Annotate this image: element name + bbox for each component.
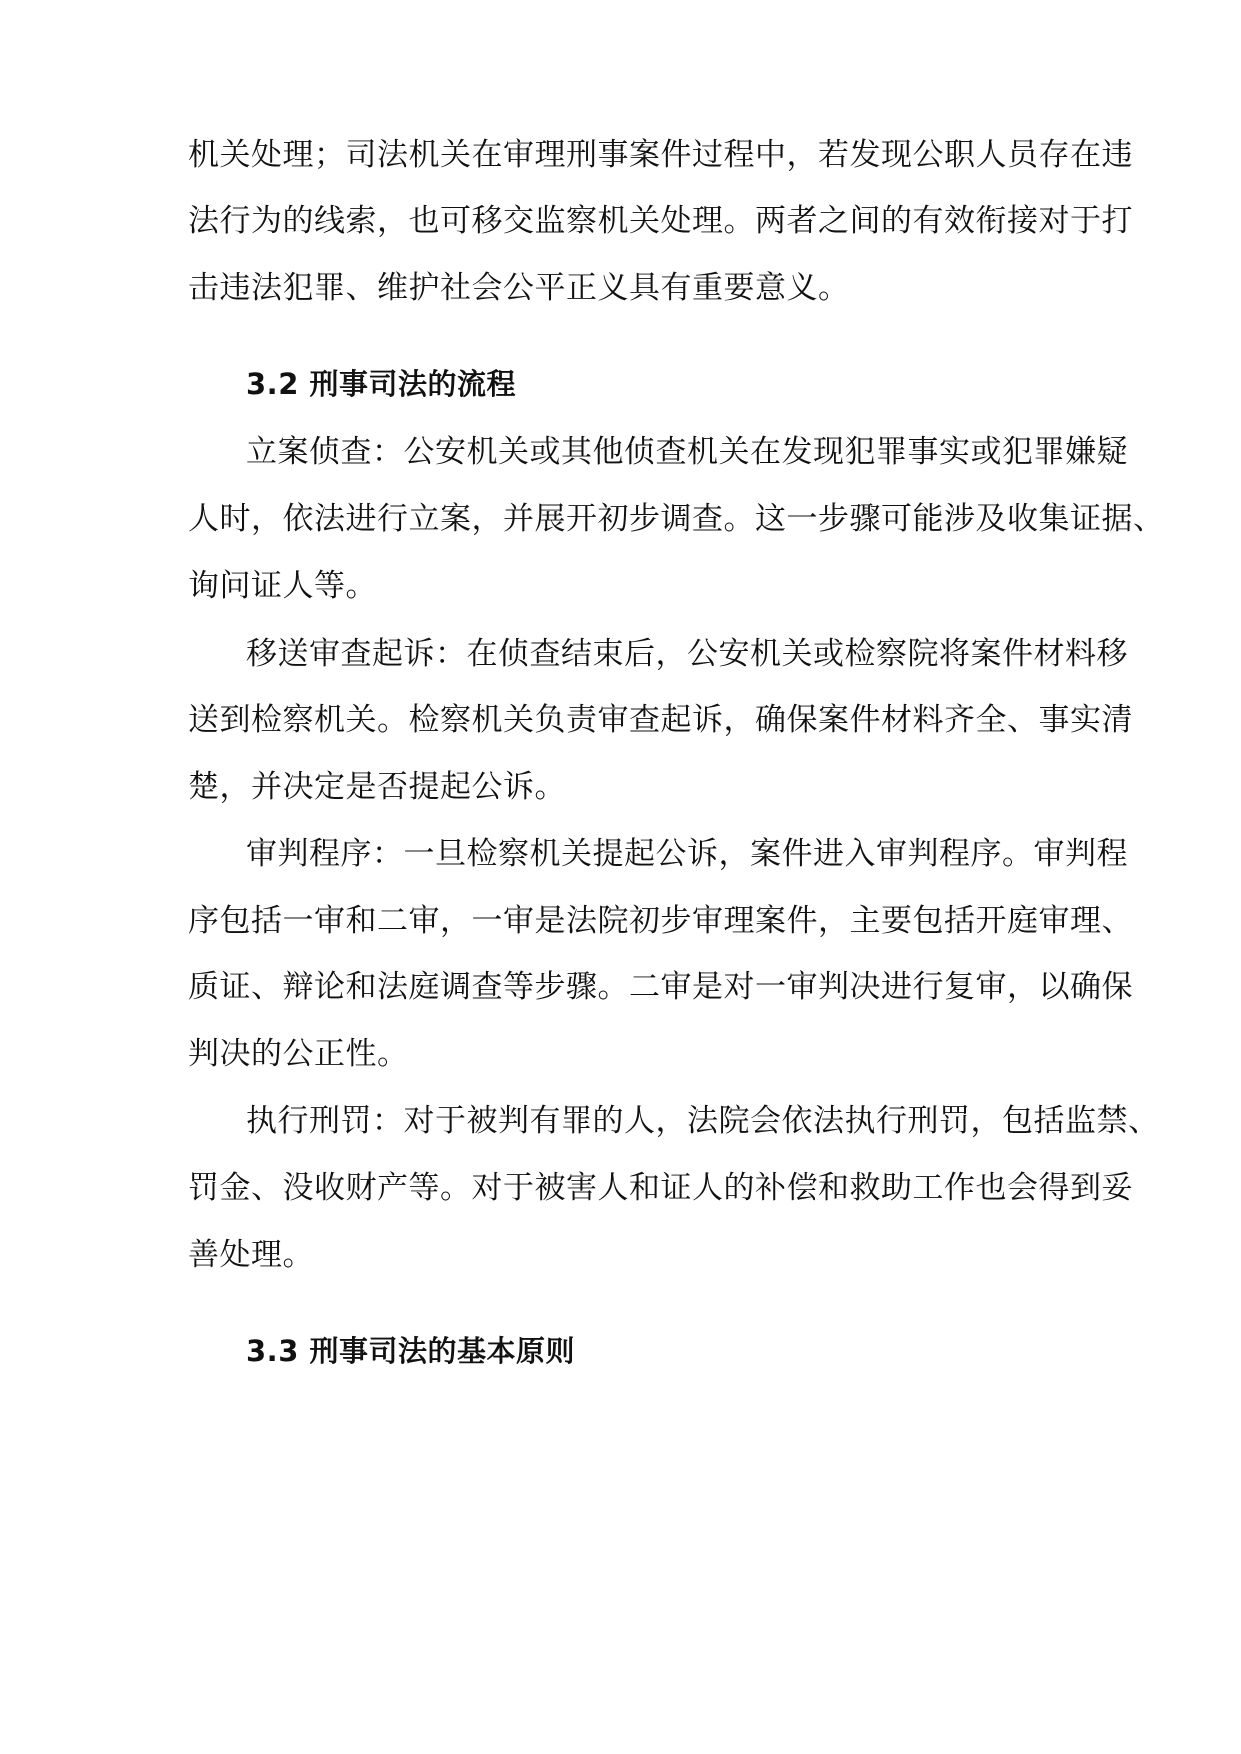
intro-line-2: 法行为的线索，也可移交监察机关处理。两者之间的有效衔接对于打 bbox=[188, 203, 1133, 239]
para-1-line-2: 人时，依法进行立案，并展开初步调查。这一步骤可能涉及收集证据、 bbox=[188, 501, 1165, 537]
para-4-line-2: 罚金、没收财产等。对于被害人和证人的补偿和救助工作也会得到妥 bbox=[188, 1170, 1133, 1206]
para-3-line-2: 序包括一审和二审，一审是法院初步审理案件，主要包括开庭审理、 bbox=[188, 903, 1133, 939]
para-3-line-3: 质证、辩论和法庭调查等步骤。二审是对一审判决进行复审，以确保 bbox=[188, 969, 1133, 1005]
para-3-line-4: 判决的公正性。 bbox=[188, 1036, 409, 1072]
para-3-line-1: 审判程序：一旦检察机关提起公诉，案件进入审判程序。审判程 bbox=[246, 836, 1128, 872]
section-heading-3-3: 3.3 刑事司法的基本原则 bbox=[246, 1334, 575, 1368]
para-2-line-1: 移送审查起诉：在侦查结束后，公安机关或检察院将案件材料移 bbox=[246, 636, 1128, 672]
para-4-line-1: 执行刑罚：对于被判有罪的人，法院会依法执行刑罚，包括监禁、 bbox=[246, 1103, 1160, 1139]
para-2-line-3: 楚，并决定是否提起公诉。 bbox=[188, 769, 566, 805]
para-1-line-1: 立案侦查：公安机关或其他侦查机关在发现犯罪事实或犯罪嫌疑 bbox=[246, 434, 1128, 470]
para-1-line-3: 询问证人等。 bbox=[188, 568, 377, 604]
intro-line-1: 机关处理；司法机关在审理刑事案件过程中，若发现公职人员存在违 bbox=[188, 137, 1133, 173]
para-4-line-3: 善处理。 bbox=[188, 1237, 314, 1273]
intro-line-3: 击违法犯罪、维护社会公平正义具有重要意义。 bbox=[188, 270, 850, 306]
section-heading-3-2: 3.2 刑事司法的流程 bbox=[246, 367, 516, 401]
para-2-line-2: 送到检察机关。检察机关负责审查起诉，确保案件材料齐全、事实清 bbox=[188, 702, 1133, 738]
